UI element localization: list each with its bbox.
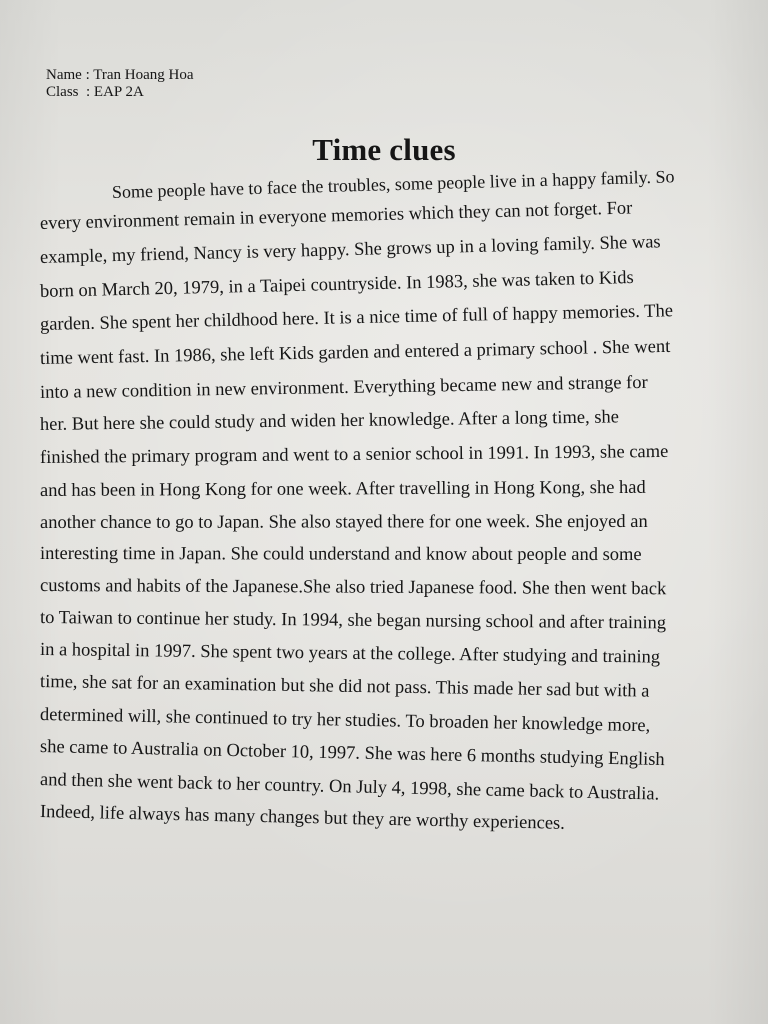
essay-line: finished the primary program and went to a senior school in 1991. In 1993, she came — [39, 441, 669, 468]
essay-line: time, she sat for an examination but she did not pass. This made her sad but with a — [39, 672, 650, 702]
essay-line: interesting time in Japan. She could understand and know about people and some — [39, 544, 642, 566]
essay-line: determined will, she continued to try her studies. To broaden her knowledge more, — [39, 705, 651, 737]
essay-line: and then she went back to her country. On July 4, 1998, she came back to Australia. — [39, 770, 660, 805]
essay-line: born on March 20, 1979, in a Taipei countryside. In 1983, she was taken to Kids — [39, 268, 634, 302]
essay-line: another chance to go to Japan. She also stayed there for one week. She enjoyed an — [39, 511, 648, 533]
essay-line: Indeed, life always has many changes but they are worthy experiences. — [39, 802, 566, 834]
student-info — [46, 67, 193, 101]
essay-title: Time clues — [312, 132, 456, 167]
essay-line: Some people have to face the troubles, some people live in a happy family. So — [111, 166, 675, 202]
essay-line: her. But here she could study and widen her knowledge. After a long time, she — [39, 407, 620, 435]
essay-line: time went fast. In 1986, she left Kids garden and entered a primary school . She went — [39, 336, 671, 369]
essay-line: in a hospital in 1997. She spent two years at the college. After studying and training — [39, 640, 661, 668]
essay-line: every environment remain in everyone memories which they can not forget. For — [39, 198, 633, 234]
essay-line: garden. She spent her childhood here. It is a nice time of full of happy memories. The — [39, 301, 674, 335]
essay-line: to Taiwan to continue her study. In 1994, she began nursing school and after training — [39, 608, 667, 634]
essay-line: example, my friend, Nancy is very happy. She grows up in a loving family. She was — [39, 232, 661, 268]
essay-line: into a new condition in new environment. Everything became new and strange for — [39, 372, 648, 403]
student-class: Class : EAP 2A — [46, 84, 144, 100]
essay-line: and has been in Hong Kong for one week. After travelling in Hong Kong, she had — [39, 477, 646, 501]
essay-line: she came to Australia on October 10, 1997. She was here 6 months studying English — [39, 737, 665, 771]
student-name: Name : Tran Hoang Hoa — [46, 67, 194, 83]
essay-line: customs and habits of the Japanese.She also tried Japanese food. She then went back — [39, 576, 667, 600]
